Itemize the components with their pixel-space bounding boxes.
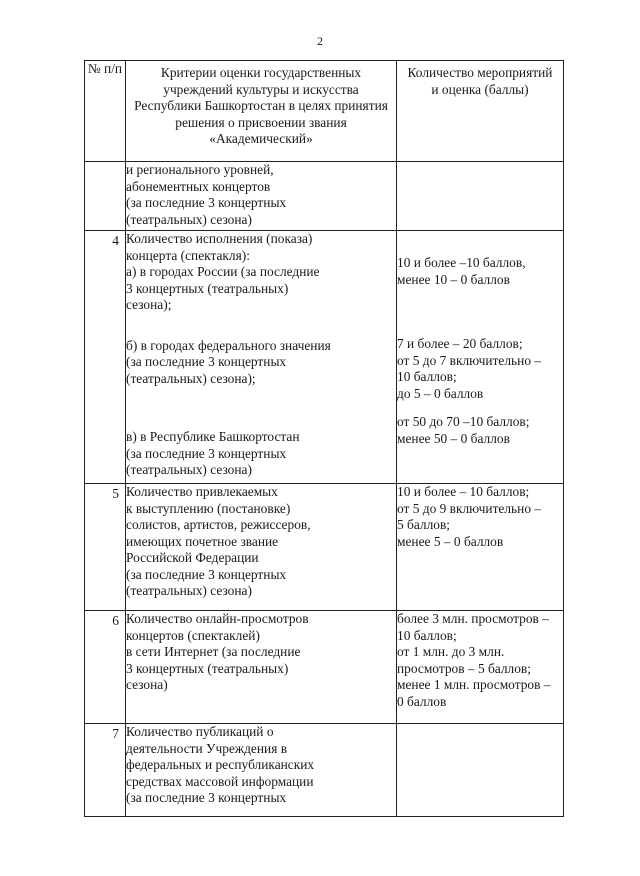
header-num: № п/п bbox=[85, 61, 126, 162]
page-number: 2 bbox=[317, 34, 323, 48]
criteria-line: Количество исполнения (показа) bbox=[126, 231, 313, 246]
criteria-line: концерта (спектакля): bbox=[126, 247, 250, 263]
criteria-line: (театральных) сезона) bbox=[126, 211, 252, 227]
score-line: менее 5 – 0 баллов bbox=[397, 533, 504, 549]
row-num: 4 bbox=[85, 231, 126, 484]
criteria-line: Количество привлекаемых bbox=[126, 484, 278, 499]
table-header-row bbox=[85, 61, 564, 162]
score-line: от 5 до 7 включительно – bbox=[397, 352, 542, 368]
criteria-line: (театральных) сезона); bbox=[126, 370, 256, 386]
table-row bbox=[85, 484, 564, 611]
criteria-line: имеющих почетное звание bbox=[126, 533, 279, 549]
criteria-line: (театральных) сезона) bbox=[126, 462, 252, 477]
criteria-line: б) в городах федерального значения bbox=[126, 337, 331, 353]
row-num: 6 bbox=[85, 611, 126, 724]
score-line: от 5 до 9 включительно – bbox=[397, 500, 542, 516]
criteria-line: Количество онлайн-просмотров bbox=[126, 611, 309, 626]
header-score: Количество мероприятий и оценка (баллы) bbox=[397, 61, 564, 162]
criteria-line: в сети Интернет (за последние bbox=[126, 644, 301, 659]
criteria-line: солистов, артистов, режиссеров, bbox=[126, 517, 311, 532]
criteria-line: к выступлению (постановке) bbox=[126, 500, 291, 516]
row-score bbox=[397, 162, 564, 231]
criteria-line: 3 концертных (театральных) bbox=[126, 280, 289, 296]
score-line: менее 1 млн. просмотров – bbox=[397, 677, 551, 692]
criteria-line: концертов (спектаклей) bbox=[126, 627, 260, 643]
criteria-table bbox=[84, 60, 564, 817]
row-score bbox=[397, 611, 564, 724]
score-line: 7 и более – 20 баллов; bbox=[397, 336, 523, 351]
score-line: менее 50 – 0 баллов bbox=[397, 430, 510, 446]
criteria-line: абонементных концертов bbox=[126, 178, 271, 194]
row-num: 7 bbox=[85, 724, 126, 817]
score-line: 10 баллов; bbox=[397, 369, 457, 384]
criteria-line: 3 концертных (театральных) bbox=[126, 660, 289, 676]
score-line: от 50 до 70 –10 баллов; bbox=[397, 414, 530, 429]
score-line: от 1 млн. до 3 млн. bbox=[397, 644, 505, 659]
criteria-line: а) в городах России (за последние bbox=[126, 264, 320, 279]
row-score bbox=[397, 231, 564, 484]
criteria-line: Российской Федерации bbox=[126, 550, 259, 565]
score-line: более 3 млн. просмотров – bbox=[397, 611, 549, 626]
score-line: 5 баллов; bbox=[397, 517, 451, 532]
score-line: менее 10 – 0 баллов bbox=[397, 271, 510, 287]
criteria-line: (за последние 3 концертных bbox=[126, 445, 287, 461]
score-line: 0 баллов bbox=[397, 693, 447, 709]
table-row bbox=[85, 611, 564, 724]
table-row bbox=[85, 231, 564, 484]
criteria-line: федеральных и республиканских bbox=[126, 757, 315, 772]
criteria-line: деятельности Учреждения в bbox=[126, 740, 288, 756]
row-criteria bbox=[126, 611, 397, 724]
criteria-line: и регионального уровней, bbox=[126, 162, 274, 177]
row-criteria bbox=[126, 484, 397, 611]
criteria-line: Количество публикаций о bbox=[126, 724, 274, 739]
score-line: 10 и более – 10 баллов; bbox=[397, 484, 530, 499]
criteria-line: (за последние 3 концертных bbox=[126, 566, 287, 582]
score-line: 10 баллов; bbox=[397, 627, 457, 643]
table-row bbox=[85, 724, 564, 817]
score-line: до 5 – 0 баллов bbox=[397, 385, 484, 401]
criteria-line: в) в Республике Башкортостан bbox=[126, 429, 300, 444]
row-criteria bbox=[126, 162, 397, 231]
row-num bbox=[85, 162, 126, 231]
criteria-line: (за последние 3 концертных bbox=[126, 195, 287, 210]
row-score bbox=[397, 484, 564, 611]
criteria-line: сезона) bbox=[126, 677, 168, 692]
criteria-line: сезона); bbox=[126, 297, 172, 312]
table-row bbox=[85, 162, 564, 231]
score-line: 10 и более –10 баллов, bbox=[397, 255, 526, 270]
row-num: 5 bbox=[85, 484, 126, 611]
criteria-line: средствах массовой информации bbox=[126, 773, 314, 789]
row-criteria bbox=[126, 231, 397, 484]
criteria-line: (театральных) сезона) bbox=[126, 583, 252, 598]
row-score bbox=[397, 724, 564, 817]
header-criteria: Критерии оценки государственных учреждений культуры и искусства Республики Башкортостан в целях принятия решения о присвоении звания «Академический» bbox=[126, 61, 397, 162]
criteria-line: (за последние 3 концертных bbox=[126, 790, 287, 805]
row-criteria bbox=[126, 724, 397, 817]
score-line: просмотров – 5 баллов; bbox=[397, 660, 531, 676]
criteria-line: (за последние 3 концертных bbox=[126, 354, 287, 369]
